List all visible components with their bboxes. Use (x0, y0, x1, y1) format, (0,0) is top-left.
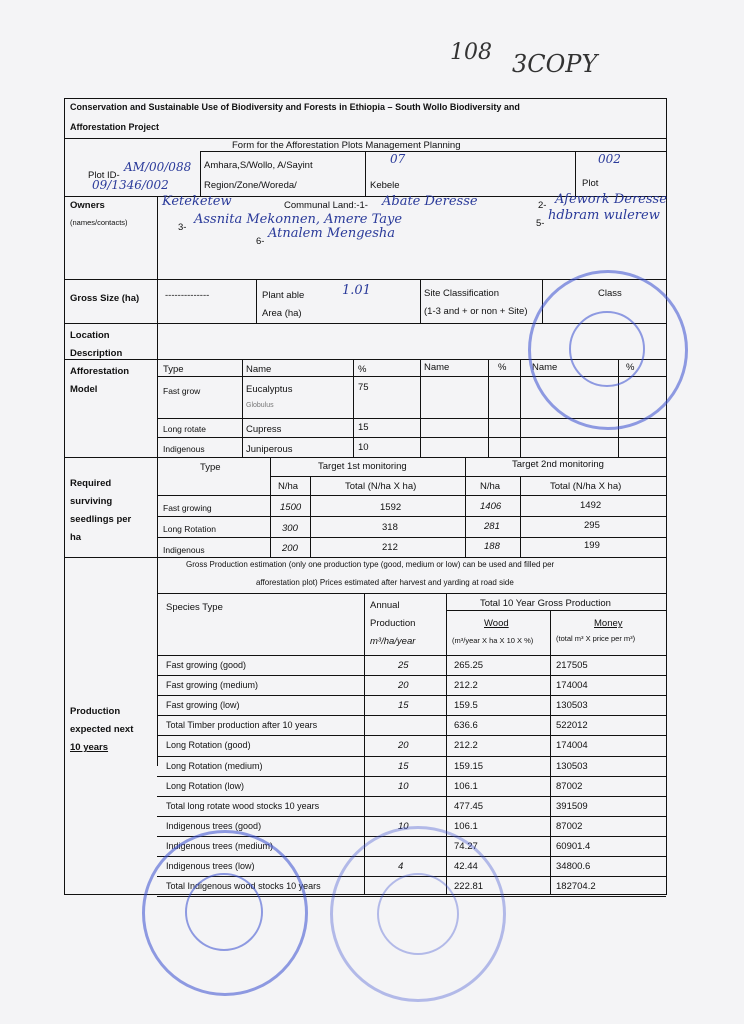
production-row-wood: 477.45 (454, 800, 484, 812)
location-description-label: Description (70, 348, 123, 359)
money-header: Money (594, 618, 623, 629)
production-row-money: 34800.6 (556, 861, 591, 872)
owner-3: Assnita Mekonnen, Amere Taye (194, 212, 403, 227)
production-row-rule (157, 756, 666, 757)
plantable-value: 1.01 (342, 283, 371, 298)
plot-id-value1: AM/00/088 (124, 160, 192, 174)
target-1-header: Target 1st monitoring (318, 461, 407, 472)
afforestation-model-label: Model (70, 384, 98, 395)
owner-6-number: 6- (256, 236, 265, 247)
aff-row-name: Juniperous (246, 444, 293, 455)
production-row-money: 87002 (556, 820, 583, 832)
production-row-species: Total Timber production after 10 years (166, 720, 318, 731)
production-row-annual: 10 (398, 780, 409, 792)
req-row-t2: 295 (584, 520, 600, 531)
required-label: seedlings per (70, 514, 132, 525)
aff-header-name3: Name (532, 362, 558, 373)
production-row-annual: 20 (398, 680, 409, 692)
production-intro-line2: afforestation plot) Prices estimated after harvest and yarding at road side (256, 578, 514, 587)
species-type-header: Species Type (166, 602, 223, 613)
production-row-wood: 212.2 (454, 740, 478, 752)
aff-row-name: Eucalyptus (246, 384, 293, 395)
plot-id-value2: 09/1346/002 (92, 178, 169, 192)
production-row-money: 174004 (556, 740, 588, 752)
production-row-money: 182704.2 (556, 881, 596, 893)
production-row-species: Long Rotation (medium) (166, 760, 263, 771)
production-row-wood: 265.25 (454, 660, 484, 671)
gross-production-header: Total 10 Year Gross Production (480, 598, 611, 609)
production-row-wood: 222.81 (454, 881, 484, 893)
production-row-species: Long Rotation (good) (166, 740, 251, 751)
site-classification-label: Site Classification (424, 288, 499, 299)
annual-unit-header: m³/ha/year (370, 636, 416, 647)
req-row-n2: 1406 (480, 501, 502, 512)
req-row-t1: 1592 (380, 502, 402, 513)
nha-header: N/ha (480, 481, 501, 492)
wood-header: Wood (484, 618, 509, 629)
production-row-annual: 15 (398, 760, 409, 772)
production-row-rule (157, 776, 666, 777)
production-label: Production (70, 706, 121, 717)
gross-size-value: -------------- (165, 290, 210, 301)
owner-6: Atnalem Mengesha (268, 226, 396, 241)
owner-3-number: 3- (178, 222, 187, 233)
kebele-value: 07 (390, 152, 406, 166)
production-row-annual: 4 (398, 861, 404, 872)
official-stamp-center (330, 826, 506, 1002)
aff-row-pct: 75 (358, 382, 369, 393)
project-title-line2: Afforestation Project (70, 122, 160, 132)
production-row-species: Indigenous trees (good) (166, 820, 262, 831)
aff-header-name: Name (246, 364, 272, 375)
production-row-wood: 74.27 (454, 840, 478, 852)
kebele-label: Kebele (370, 180, 400, 191)
req-row-n1: 1500 (280, 502, 302, 513)
production-intro-line1: Gross Production estimation (only one production type (good, medium or low) can be used and filled per (186, 560, 555, 569)
req-row-t2: 1492 (580, 500, 602, 511)
plot-value: 002 (598, 152, 621, 166)
aff-header-pct: % (358, 364, 367, 375)
official-stamp-left (142, 830, 308, 996)
production-row-rule (157, 675, 666, 676)
class-label: Class (598, 288, 622, 299)
req-row-n2: 281 (484, 521, 500, 532)
plot-id-label: Plot ID- (88, 170, 120, 181)
total-header: Total (N/ha X ha) (550, 481, 622, 492)
production-row-rule (157, 695, 666, 696)
aff-row-type: Fast grow (163, 386, 201, 396)
region-value: Amhara,S/Wollo, A/Sayint (204, 160, 313, 171)
production-row-species: Long Rotation (low) (166, 780, 245, 791)
production-row-species: Indigenous trees (medium) (166, 840, 274, 851)
production-row-wood: 159.5 (454, 700, 478, 712)
owners-prefix: Keteketew (162, 194, 232, 209)
aff-header-pct2: % (498, 362, 507, 373)
production-label: expected next (70, 724, 134, 735)
owner-5-number: 5- (536, 218, 545, 229)
owner-1: Abate Deresse (382, 194, 478, 209)
owners-sublabel: (names/contacts) (70, 218, 128, 227)
production-row-species: Fast growing (medium) (166, 680, 259, 691)
annual-header: Production (370, 618, 416, 629)
production-row-annual: 25 (398, 660, 409, 671)
production-row-rule (157, 796, 666, 797)
required-type-header: Type (200, 462, 221, 473)
req-row-type: Indigenous (163, 545, 205, 555)
production-row-wood: 636.6 (454, 720, 478, 732)
req-row-type: Fast growing (163, 503, 212, 513)
owner-5: hdbram wulerew (548, 208, 660, 223)
production-row-species: Fast growing (good) (166, 660, 247, 670)
aff-header-name2: Name (424, 362, 450, 373)
production-row-wood: 159.15 (454, 760, 484, 772)
production-row-money: 87002 (556, 780, 583, 792)
required-label: ha (70, 532, 82, 543)
production-row-rule (157, 715, 666, 716)
aff-row-type: Indigenous (163, 444, 205, 454)
form-title: Form for the Afforestation Plots Management Planning (232, 140, 461, 151)
req-row-t1: 318 (382, 522, 398, 533)
production-row-wood: 106.1 (454, 780, 478, 792)
owner-2: Afework Deresse (555, 192, 667, 207)
official-stamp-right (528, 270, 688, 430)
production-row-annual: 15 (398, 700, 409, 712)
owner-2-number: 2- (538, 200, 547, 211)
production-row-wood: 106.1 (454, 820, 478, 832)
production-row-rule (157, 735, 666, 736)
production-row-money: 130503 (556, 760, 588, 772)
total-header: Total (N/ha X ha) (345, 481, 417, 492)
production-row-species: Indigenous trees (low) (166, 861, 255, 871)
production-row-money: 522012 (556, 720, 588, 732)
req-row-t1: 212 (382, 542, 398, 553)
req-row-n1: 200 (282, 543, 298, 554)
production-row-species: Total Indigenous wood stocks 10 years (166, 881, 321, 892)
production-row-money: 130503 (556, 700, 588, 712)
req-row-n1: 300 (282, 523, 298, 534)
aff-row-name: Cupress (246, 424, 282, 435)
production-row-species: Fast growing (low) (166, 700, 240, 711)
region-label: Region/Zone/Woreda/ (204, 180, 297, 191)
site-classification-sub: (1-3 and + or non + Site) (424, 306, 528, 317)
wood-formula: (m³/year X ha X 10 X %) (452, 636, 534, 645)
production-label: 10 years (70, 742, 109, 753)
annual-header: Annual (370, 600, 400, 611)
req-row-type: Long Rotation (163, 524, 216, 534)
aff-row-name: Globulus (246, 402, 274, 409)
production-row-annual: 20 (398, 740, 409, 752)
production-row-money: 391509 (556, 800, 588, 812)
project-title-line1: Conservation and Sustainable Use of Biodiversity and Forests in Ethiopia – South Wollo Biodiversity and (70, 102, 520, 112)
aff-row-pct: 10 (358, 442, 369, 453)
handwritten-copy-note: 3COPY (512, 50, 598, 78)
production-row-money: 174004 (556, 680, 588, 692)
gross-size-label: Gross Size (ha) (70, 293, 140, 304)
communal-land-label: Communal Land:-1- (284, 200, 368, 211)
production-row-money: 60901.4 (556, 840, 591, 852)
production-row-money: 217505 (556, 660, 588, 671)
target-2-header: Target 2nd monitoring (512, 459, 604, 470)
plantable-label1: Plant able (262, 290, 305, 301)
req-row-n2: 188 (484, 541, 500, 552)
production-row-wood: 42.44 (454, 861, 478, 872)
handwritten-number: 108 (450, 40, 492, 65)
nha-header: N/ha (278, 481, 299, 492)
owners-label: Owners (70, 200, 105, 211)
production-row-annual: 10 (398, 820, 409, 832)
production-row-species: Total long rotate wood stocks 10 years (166, 800, 320, 811)
money-formula: (total m³ X price per m³) (556, 634, 636, 643)
required-label: surviving (70, 496, 113, 507)
production-row-rule (157, 816, 666, 817)
plot-label: Plot (582, 178, 599, 189)
aff-header-type: Type (163, 364, 184, 375)
aff-row-type: Long rotate (163, 424, 207, 434)
afforestation-label: Afforestation (70, 366, 130, 377)
plantable-label2: Area (ha) (262, 308, 302, 319)
location-label: Location (70, 330, 110, 341)
aff-row-pct: 15 (358, 422, 369, 433)
required-label: Required (70, 478, 112, 489)
production-row-wood: 212.2 (454, 680, 478, 692)
req-row-t2: 199 (584, 540, 600, 551)
aff-header-pct3: % (626, 362, 635, 373)
